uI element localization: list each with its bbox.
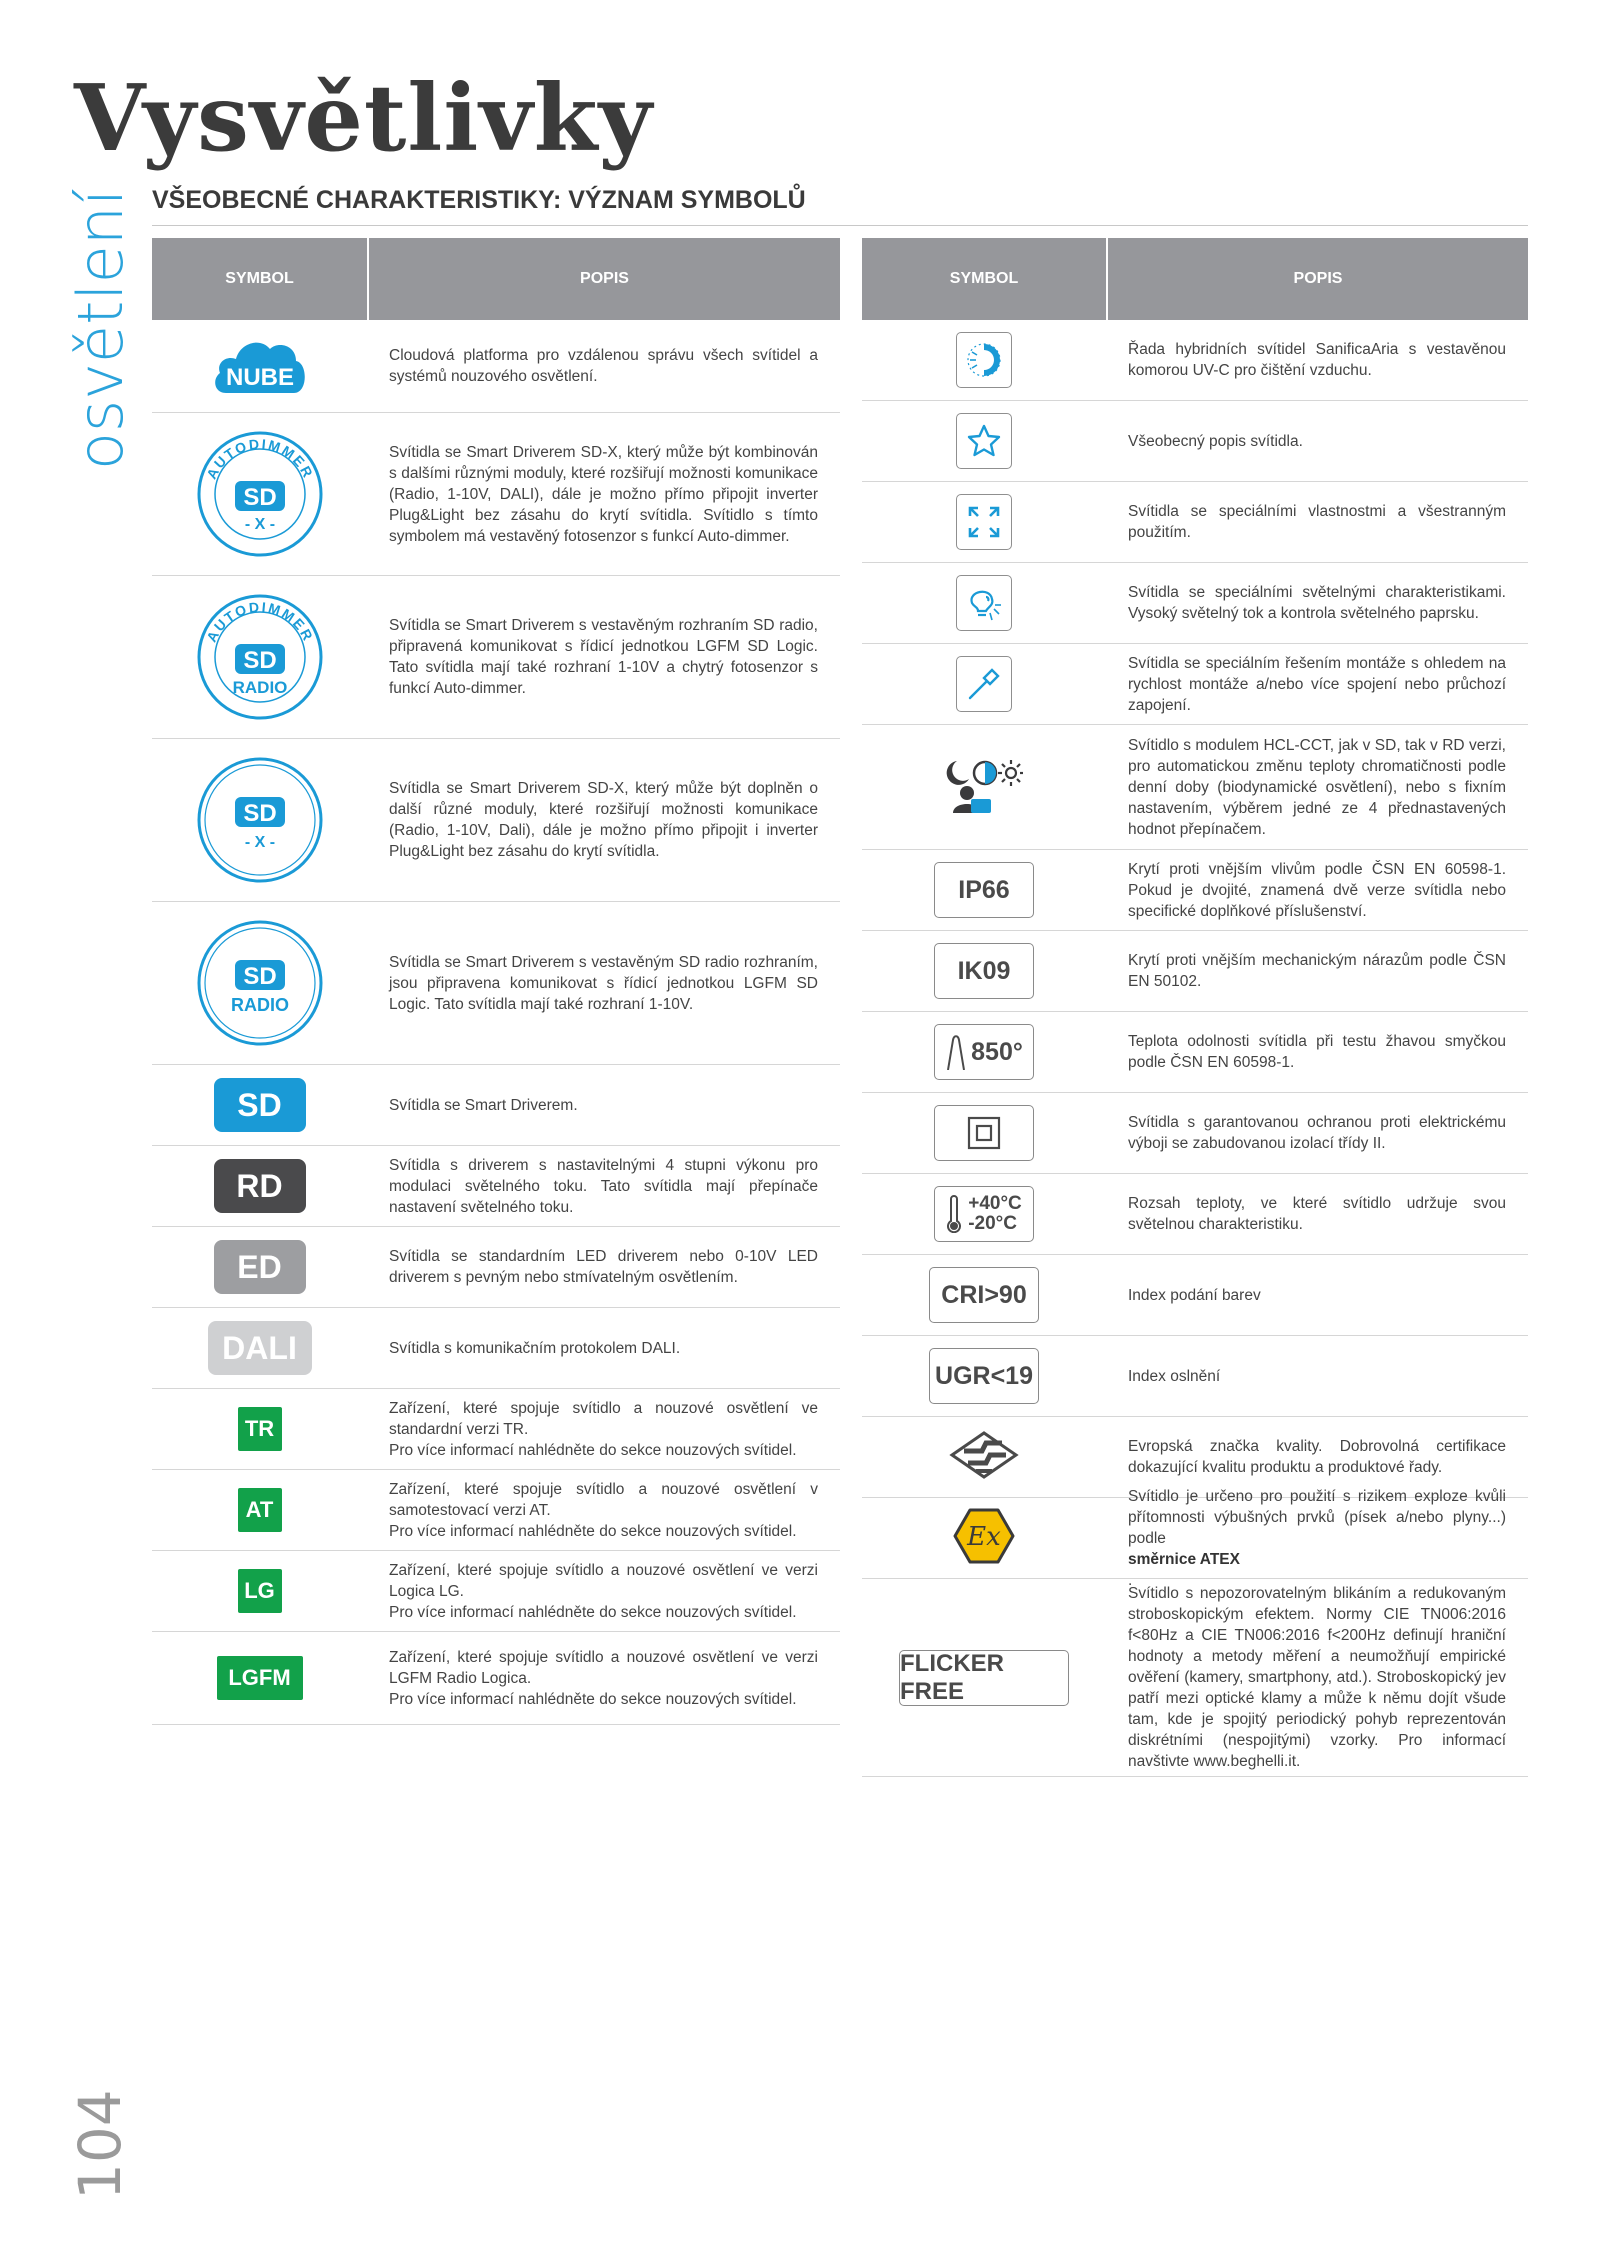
table-row: Ex Svítidlo je určeno pro použití s rizikem exploze kvůli přítomnosti výbušných prvků (písek a/nebo plyny...) podle směrnice ATEX .	[862, 1498, 1528, 1579]
svg-text:SD: SD	[242, 963, 277, 990]
table-row	[152, 1065, 840, 1146]
table-row	[152, 1308, 840, 1389]
sd-radio-icon	[152, 902, 367, 1064]
row-description: Zařízení, které spojuje svítidlo a nouzové osvětlení v samotestovací verzi AT. Pro více informací nahlédněte do sekce nouzových svítidel.	[389, 1480, 818, 1540]
sd-x-icon	[152, 739, 367, 901]
row-description: Svítidla se Smart Driverem SD-X, který může být kombinován s dalšími různými moduly, které rozšiřují možnosti komunikace (Radio, 1-10V, DALI), dále je možno přímo připojit inverter Plug&Light bez zásahu do krytí svítidla. Svítidlo s tímto symbolem má vestavěný fotosenzor s funkcí Auto-dimmer.	[389, 443, 818, 545]
table-row	[862, 1093, 1528, 1174]
autodimmer-sd-radio-icon	[152, 576, 367, 738]
svg-text:RADIO: RADIO	[230, 995, 289, 1015]
svg-text:NUBE: NUBE	[225, 364, 294, 391]
lgfm-badge-icon: LGFM	[217, 1656, 303, 1700]
table-row	[152, 1632, 840, 1725]
row-description: Krytí proti vnějším vlivům podle ČSN EN 60598-1. Pokud je dvojité, znamená dvě verze svítidla nebo specifické doplňkové příslušenství.	[1128, 860, 1506, 920]
glow-wire-value: 850°	[971, 1037, 1023, 1066]
row-description: Teplota odolnosti svítidla při testu žhavou smyčkou podle ČSN EN 60598-1.	[1128, 1033, 1506, 1071]
cri-badge: CRI>90	[929, 1267, 1039, 1323]
svg-text:SD: SD	[242, 647, 277, 674]
rd-badge-icon: RD	[214, 1159, 306, 1213]
ip-rating-badge: IP66	[934, 862, 1034, 918]
row-description: Cloudová platforma pro vzdálenou správu všech svítidel a systémů nouzového osvětlení.	[389, 347, 818, 385]
row-description: Svítidla se Smart Driverem s vestavěným rozhraním SD radio, připravená komunikovat s řídicí jednotkou LGFM SD Logic. Tato svítidla mají také rozhraní 1-10V a chytrý fotosenzor s funkcí Auto-dimmer.	[389, 617, 818, 697]
row-description: Svítidla se speciálním řešením montáže s ohledem na rychlost montáže a/nebo více spojení nebo průchozí zapojení.	[1128, 654, 1506, 714]
dali-badge-icon: DALI	[208, 1321, 312, 1375]
svg-text:RADIO: RADIO	[232, 678, 287, 697]
subtitle-divider	[152, 225, 1528, 226]
row-description: Index oslnění	[1128, 1367, 1221, 1385]
row-description: Index podání barev	[1128, 1286, 1261, 1304]
row-description: Evropská značka kvality. Dobrovolná certifikace dokazující kvalitu produktu a produktové řady.	[1128, 1438, 1506, 1476]
table-row	[862, 725, 1528, 850]
svg-text:AUTODIMMER: AUTODIMMER	[202, 435, 317, 482]
uvc-sanification-icon	[956, 332, 1012, 388]
row-description: Svítidla se standardním LED driverem nebo 0-10V LED driverem s pevným nebo stmívatelným osvětlením.	[389, 1248, 818, 1286]
header-description: POPIS	[580, 270, 629, 287]
table-row	[862, 401, 1528, 482]
lg-badge-icon: LG	[238, 1569, 282, 1613]
svg-text:SD: SD	[242, 484, 277, 511]
ik-rating-badge: IK09	[934, 943, 1034, 999]
table-row	[152, 902, 840, 1065]
row-description: Svítidlo je určeno pro použití s rizikem exploze kvůli přítomnosti výbušných prvků (písek a/nebo plyny...) podle	[1128, 1487, 1506, 1547]
header-symbol: SYMBOL	[862, 238, 1108, 320]
table-row	[862, 644, 1528, 725]
glow-wire-icon	[934, 1024, 1034, 1080]
ugr-badge: UGR<19	[929, 1348, 1039, 1404]
table-row	[152, 1227, 840, 1308]
svg-text:SD: SD	[242, 800, 277, 827]
table-row	[152, 320, 840, 413]
table-row	[152, 413, 840, 576]
table-row	[152, 576, 840, 739]
atex-ex-icon	[952, 1507, 1016, 1570]
row-description: Svítidlo s nepozorovatelným blikáním a redukovaným stroboskopickým efektem. Normy CIE TN006:2016 f<80Hz a CIE TN006:2016 f<200Hz definují hraniční hodnoty a metody měření a neumožňují empirické ověření (kamery, smartphony, atd.). Stroboskopický jev patří mezi optické klamy a může k němu dojít všude tam, kde je spojitý periodický pohyb reprezentován diskrétními (nespojitými) vzorky. Pro informací navštivte www.beghelli.it.	[1128, 1585, 1506, 1770]
page-title: Vysvětlivky	[74, 64, 653, 172]
svg-text:Ex: Ex	[967, 1521, 1001, 1552]
row-description: Zařízení, které spojuje svítidlo a nouzové osvětlení ve verzi LGFM Radio Logica. Pro více informací nahlédněte do sekce nouzových svítidel.	[389, 1648, 818, 1708]
flicker-free-badge: FLICKER FREE	[899, 1650, 1069, 1706]
svg-text:- X -: - X -	[244, 516, 275, 533]
svg-text:- X -: - X -	[244, 834, 275, 851]
table-row	[862, 1174, 1528, 1255]
table-row	[862, 850, 1528, 931]
screwdriver-icon	[956, 656, 1012, 712]
expand-arrows-icon	[956, 494, 1012, 550]
row-description: Svítidla se speciálními světelnými charakteristikami. Vysoký světelný tok a kontrola světelného paprsku.	[1128, 584, 1506, 622]
atex-directive-link: směrnice ATEX	[1128, 1550, 1240, 1568]
table-row	[152, 739, 840, 902]
row-description: Svítidla se Smart Driverem.	[389, 1096, 578, 1114]
symbols-table-left	[152, 238, 840, 1725]
section-side-label: osvětlení	[64, 188, 137, 470]
row-description: Řada hybridních svítidel SanificaAria s vestavěnou komorou UV-C pro čištění vzduchu.	[1128, 341, 1506, 379]
enec-mark-icon	[948, 1429, 1020, 1486]
table-header	[862, 238, 1528, 320]
row-description: Svítidla s driverem s nastavitelnými 4 stupni výkonu pro modulaci světelného toku. Tato svítidla mají přepínače nastavení světelného toku.	[389, 1156, 818, 1216]
temperature-max: +40°C	[968, 1193, 1022, 1214]
table-row	[862, 563, 1528, 644]
row-description: Všeobecný popis svítidla.	[1128, 432, 1303, 450]
temperature-min: -20°C	[968, 1213, 1017, 1234]
row-description: Svítidla se speciálními vlastnostmi a všestranným použitím.	[1128, 503, 1506, 541]
row-description: Svítidlo s modulem HCL-CCT, jak v SD, tak v RD verzi, pro automatickou změnu teploty chromatičnosti podle denní doby (biodynamické osvětlení), nebo s fixním nastavením, výběrem jedné ze 4 přednastavených hodnot přepínačem.	[1128, 736, 1506, 838]
page-number: 104	[66, 2089, 134, 2200]
star-icon	[956, 413, 1012, 469]
table-row	[862, 1579, 1528, 1777]
table-row	[862, 482, 1528, 563]
nube-cloud-icon	[152, 320, 367, 412]
row-description: Svítidla se Smart Driverem SD-X, který může být doplněn o další různé moduly, které rozšiřují možnosti komunikace (Radio, 1-10V, Dali), dále je možno přímo připojit i inverter Plug&Light bez zásahu do krytí svítidla.	[389, 780, 818, 860]
row-description: Rozsah teploty, ve které svítidlo udržuje svou světelnou charakteristiku.	[1128, 1195, 1506, 1233]
symbols-table-right	[862, 238, 1528, 1777]
light-beam-head-icon	[956, 575, 1012, 631]
table-row	[862, 1012, 1528, 1093]
row-description: Svítidla s komunikačním protokolem DALI.	[389, 1339, 681, 1357]
class-ii-insulation-icon	[934, 1105, 1034, 1161]
autodimmer-sd-x-icon	[152, 413, 367, 575]
header-description: POPIS	[1293, 270, 1343, 287]
thermometer-icon	[934, 1186, 1034, 1242]
table-row	[862, 1255, 1528, 1336]
row-description: Zařízení, které spojuje svítidlo a nouzové osvětlení ve standardní verzi TR. Pro více informací nahlédněte do sekce nouzových svítidel.	[389, 1399, 818, 1459]
at-badge-icon: AT	[238, 1488, 282, 1532]
table-row	[862, 931, 1528, 1012]
table-header	[152, 238, 840, 320]
row-description: Zařízení, které spojuje svítidlo a nouzové osvětlení ve verzi Logica LG. Pro více informací nahlédněte do sekce nouzových svítidel.	[389, 1561, 818, 1621]
table-row	[152, 1470, 840, 1551]
sd-badge-icon: SD	[214, 1078, 306, 1132]
row-description: Svítidla se Smart Driverem s vestavěným SD radio rozhraním, jsou připravena komunikovat s řídicí jednotkou LGFM SD Logic. Tato svítidla mají také rozhraní 1-10V.	[389, 953, 818, 1013]
tr-badge-icon: TR	[238, 1407, 282, 1451]
table-row	[862, 320, 1528, 401]
ed-badge-icon: ED	[214, 1240, 306, 1294]
row-description: Krytí proti vnějším mechanickým nárazům podle ČSN EN 50102.	[1128, 952, 1506, 990]
table-row	[152, 1551, 840, 1632]
section-subtitle: VŠEOBECNÉ CHARAKTERISTIKY: VÝZNAM SYMBOLŮ	[152, 186, 806, 214]
table-row	[152, 1146, 840, 1227]
table-row	[152, 1389, 840, 1470]
row-description: Svítidla s garantovanou ochranou proti elektrickému výboji se zabudovanou izolací třídy II.	[1128, 1114, 1506, 1152]
table-row	[862, 1336, 1528, 1417]
header-symbol: SYMBOL	[152, 238, 369, 320]
svg-text:AUTODIMMER: AUTODIMMER	[202, 598, 317, 645]
hcl-cct-icon	[945, 757, 1023, 818]
